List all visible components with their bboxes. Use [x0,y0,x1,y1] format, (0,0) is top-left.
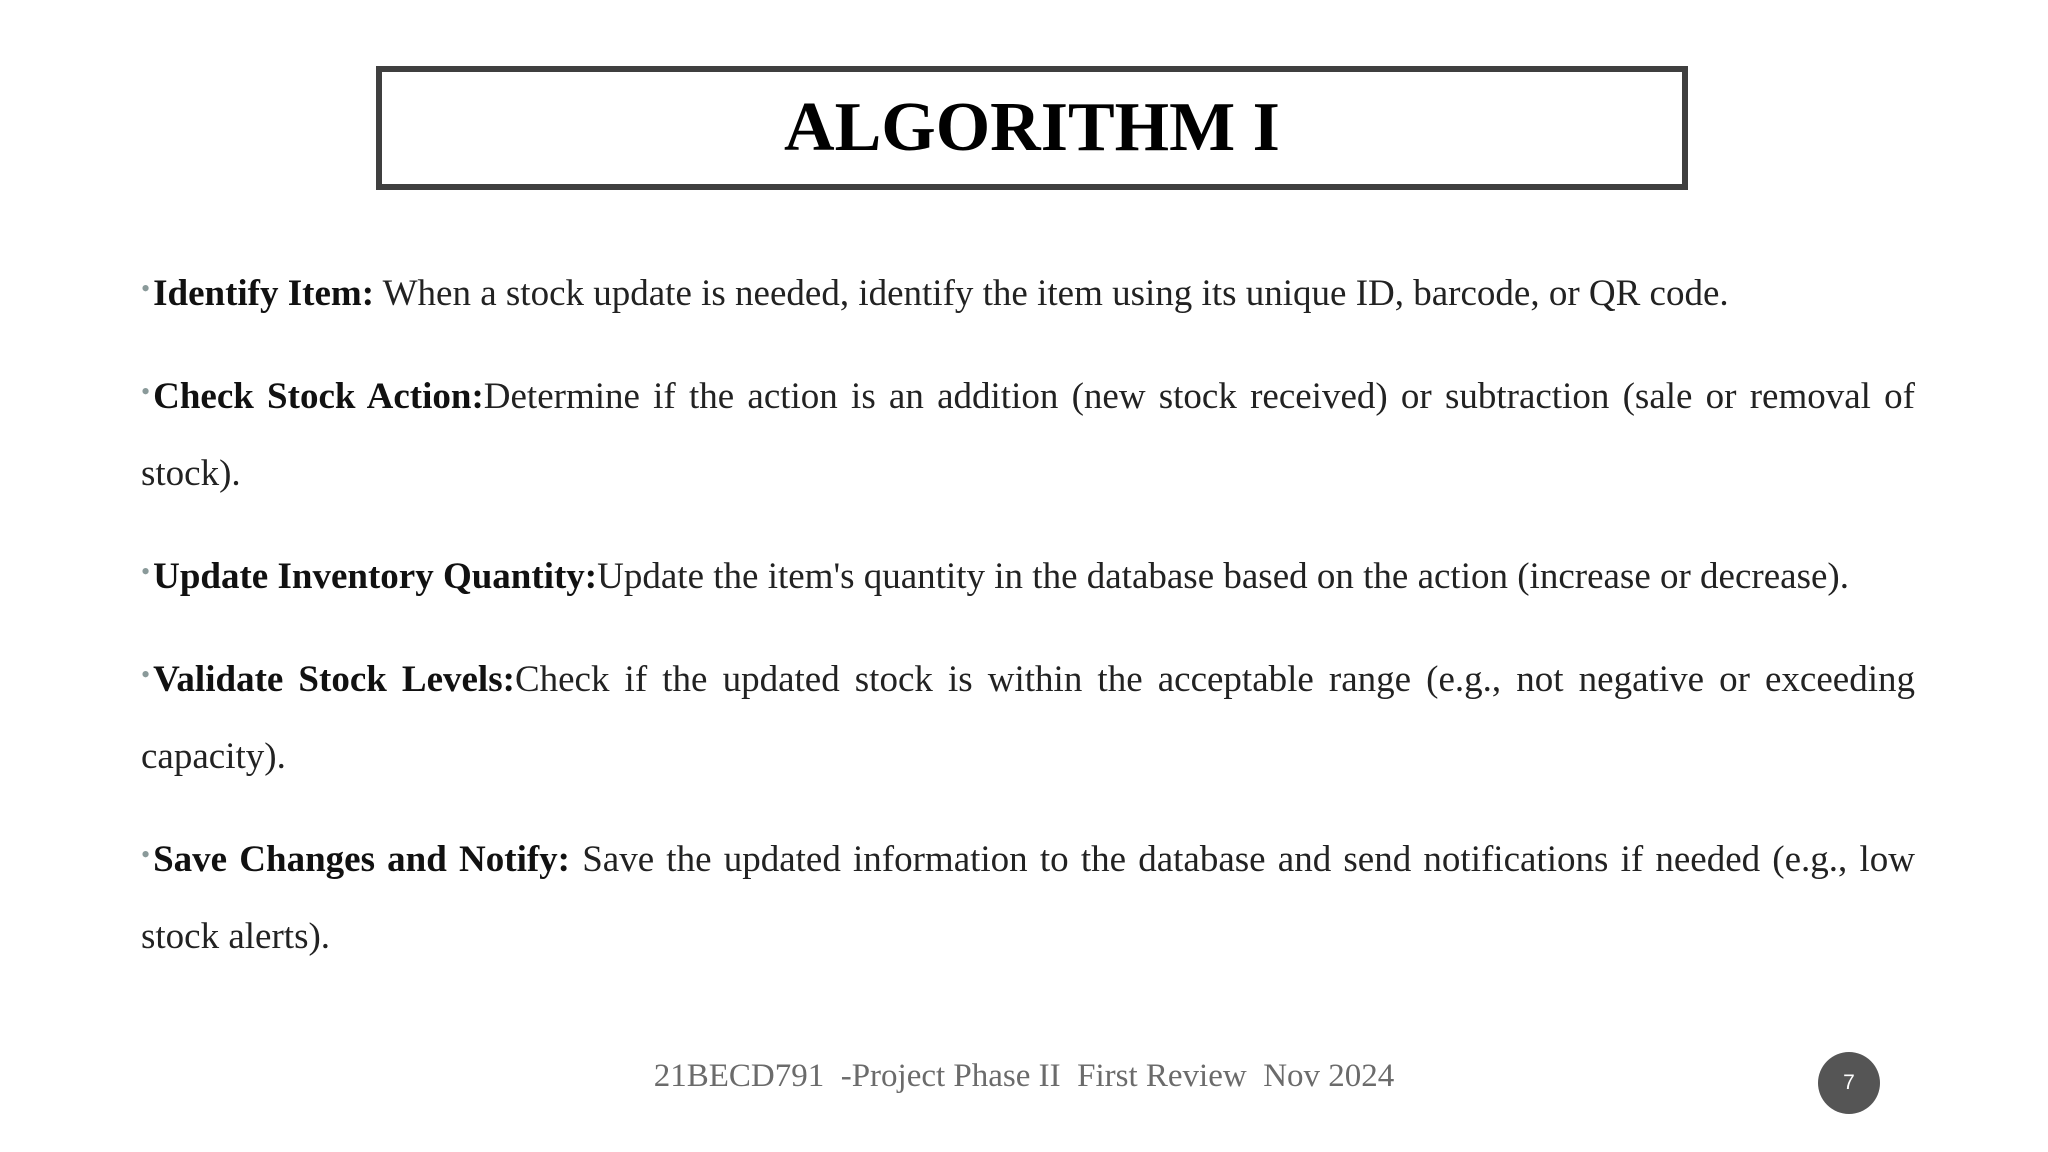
bullet-term: Update Inventory Quantity: [153,556,598,597]
bullet-item [141,353,1915,512]
page-number-badge [1818,1052,1880,1114]
footer-text: 21BECD791 -Project Phase II First Review Nov 2024 [653,1058,1395,1094]
bullet-text: Update the item's quantity in the database based on the action (increase or decrease). [597,556,1849,597]
bullet-term: Identify Item: [153,273,375,314]
bullet-icon: • [141,274,151,303]
bullet-list [141,250,1915,996]
bullet-text: Save the updated information to the database and send notifications if needed (e.g., low stock alerts). [141,839,1915,957]
bullet-text: When a stock update is needed, identify the item using its unique ID, barcode, or QR code. [374,273,1729,314]
bullet-item [141,250,1915,332]
bullet-item [141,636,1915,795]
bullet-term: Validate Stock Levels: [153,659,515,700]
title-box [376,66,1688,190]
bullet-icon: • [141,557,151,586]
bullet-icon: • [141,377,151,406]
bullet-text: Determine if the action is an addition (new stock received) or subtraction (sale or removal of stock). [141,376,1915,494]
bullet-text: Check if the updated stock is within the acceptable range (e.g., not negative or exceeding capacity). [141,659,1915,777]
bullet-icon: • [141,840,151,869]
bullet-icon: • [141,660,151,689]
bullet-term: Check Stock Action: [153,376,484,417]
bullet-item [141,816,1915,975]
bullet-term: Save Changes and Notify: [153,839,570,880]
page-number: 7 [1843,1071,1855,1094]
bullet-item [141,533,1915,615]
slide-title: ALGORITHM I [784,89,1280,166]
